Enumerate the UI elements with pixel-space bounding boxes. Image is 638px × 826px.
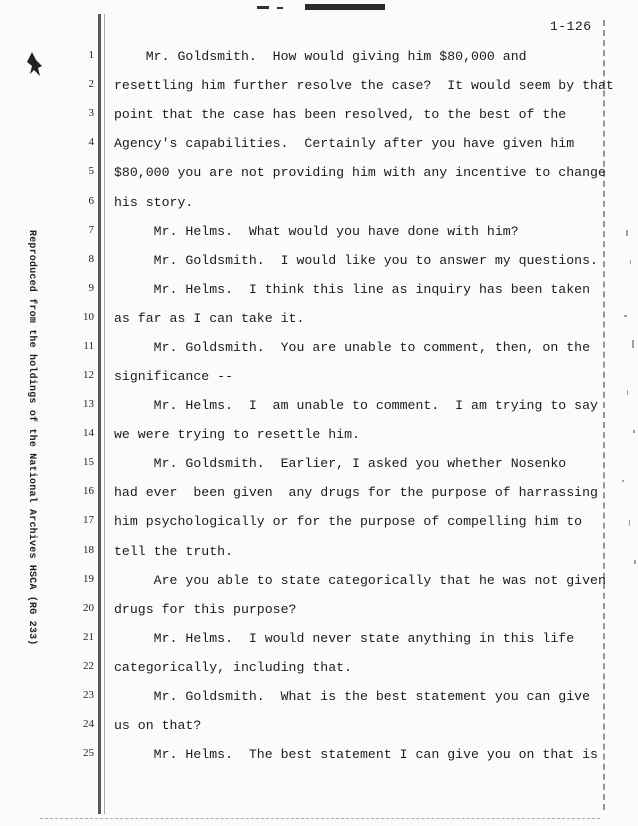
line-number: 18 <box>83 544 94 556</box>
line-number: 17 <box>83 514 94 526</box>
transcript-line: point that the case has been resolved, to the best of the <box>114 107 567 122</box>
transcript-line: Mr. Goldsmith. I would like you to answer my questions. <box>114 253 598 268</box>
line-number: 14 <box>83 427 94 439</box>
line-number: 10 <box>83 311 94 323</box>
transcript-line: had ever been given any drugs for the purpose of harrassing <box>114 485 598 500</box>
transcript-line: his story. <box>114 195 194 210</box>
transcript-line: Mr. Goldsmith. Earlier, I asked you whether Nosenko <box>114 456 567 471</box>
line-number: 16 <box>83 485 94 497</box>
line-number: 19 <box>83 573 94 585</box>
transcript-line: Mr. Helms. I would never state anything in this life <box>114 631 575 646</box>
transcript-line: we were trying to resettle him. <box>114 427 360 442</box>
line-number: 22 <box>83 660 94 672</box>
line-number: 23 <box>83 689 94 701</box>
transcript-line: as far as I can take it. <box>114 311 305 326</box>
transcript-line: resettling him further resolve the case? It would seem by that <box>114 78 614 93</box>
transcript-line: tell the truth. <box>114 544 234 559</box>
right-margin-rule <box>603 20 605 810</box>
line-number: 7 <box>88 224 94 236</box>
transcript-line: Mr. Helms. I am unable to comment. I am trying to say <box>114 398 598 413</box>
transcript-line: us on that? <box>114 718 202 733</box>
transcript-line: Mr. Helms. I think this line as inquiry has been taken <box>114 282 591 297</box>
transcript-line: Agency's capabilities. Certainly after you have given him <box>114 136 575 151</box>
bottom-edge-rule <box>40 818 600 819</box>
transcript-line: Mr. Helms. What would you have done with him? <box>114 224 519 239</box>
scan-noise-speckles <box>608 220 638 600</box>
line-number: 25 <box>83 747 94 759</box>
left-margin-rule <box>98 14 101 814</box>
left-margin-rule-inner <box>104 14 105 814</box>
line-number: 2 <box>88 78 94 90</box>
transcript-line: Mr. Goldsmith. How would giving him $80,000 and <box>114 49 527 64</box>
page-number: 1-126 <box>550 19 592 34</box>
transcript-line: Mr. Goldsmith. You are unable to comment, then, on the <box>114 340 591 355</box>
line-number: 11 <box>83 340 94 352</box>
ink-blot-mark <box>24 50 46 80</box>
line-number: 15 <box>83 456 94 468</box>
transcript-line: Are you able to state categorically that he was not given <box>114 573 606 588</box>
header-redaction-mark <box>255 0 390 14</box>
line-number: 6 <box>88 195 94 207</box>
transcript-line: Mr. Goldsmith. What is the best statement you can give <box>114 689 591 704</box>
line-number: 5 <box>88 165 94 177</box>
line-number: 21 <box>83 631 94 643</box>
line-number: 4 <box>88 136 94 148</box>
archive-stamp-text: Reproduced from the holdings of the National Archives HSCA (RG 233) <box>26 230 37 646</box>
transcript-line: $80,000 you are not providing him with any incentive to change <box>114 165 606 180</box>
transcript-line: him psychologically or for the purpose of compelling him to <box>114 514 583 529</box>
line-number: 9 <box>88 282 94 294</box>
transcript-line: categorically, including that. <box>114 660 353 675</box>
line-number: 24 <box>83 718 94 730</box>
line-number: 13 <box>83 398 94 410</box>
transcript-line: drugs for this purpose? <box>114 602 297 617</box>
line-number: 20 <box>83 602 94 614</box>
line-number: 3 <box>88 107 94 119</box>
line-number: 12 <box>83 369 94 381</box>
line-number: 8 <box>88 253 94 265</box>
line-number: 1 <box>88 49 94 61</box>
transcript-line: Mr. Helms. The best statement I can give you on that is <box>114 747 598 762</box>
transcript-line: significance -- <box>114 369 234 384</box>
